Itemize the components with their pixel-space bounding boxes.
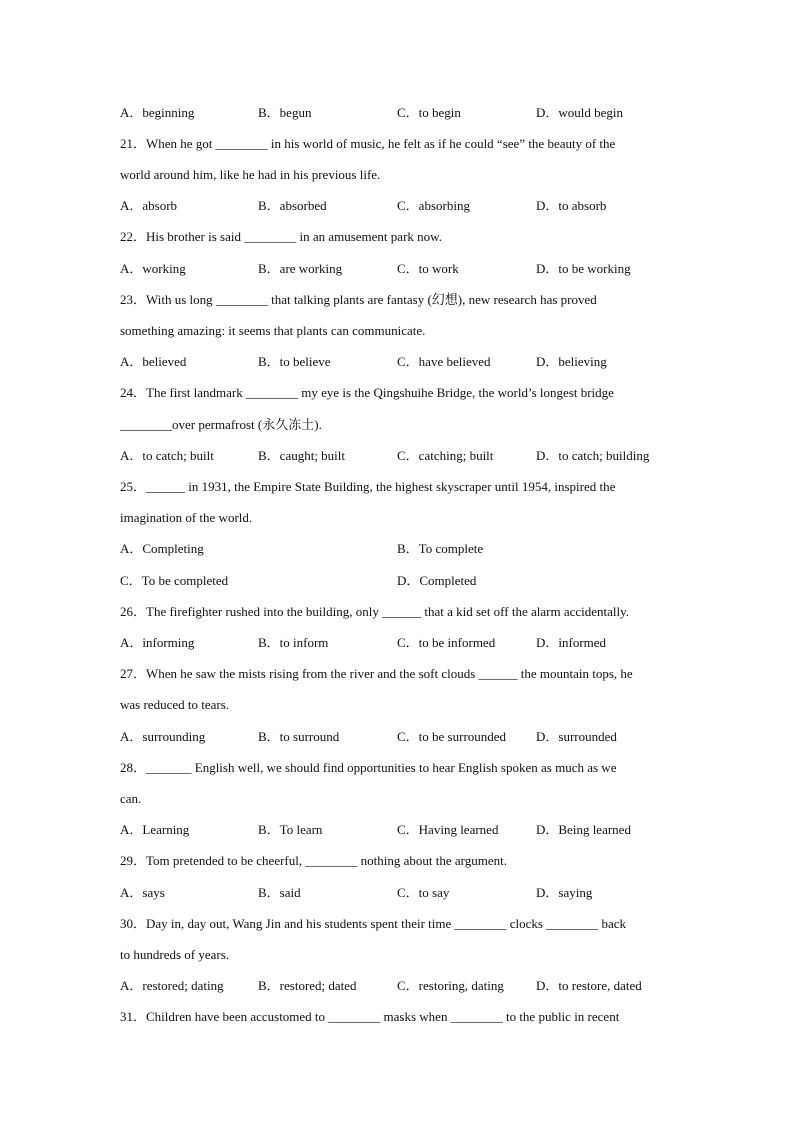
option-a: A．beginning (120, 105, 195, 120)
option-a: A．says (120, 885, 165, 900)
option-a: A．surrounding (120, 729, 206, 744)
option-a: A．absorb (120, 198, 178, 213)
option-b: B．to believe (258, 354, 331, 369)
option-c: C．to say (397, 885, 450, 900)
option-b: B．said (258, 885, 301, 900)
option-b: B．to surround (258, 729, 340, 744)
question-21-text-cont: world around him, like he had in his previous life. (120, 167, 381, 182)
option-d: D．saying (536, 885, 593, 900)
question-29-text: 29．Tom pretended to be cheerful, ________ nothing about the argument. (120, 853, 507, 868)
option-d: D．to catch; building (536, 448, 650, 463)
question-21-text: 21．When he got ________ in his world of music, he felt as if he could “see” the beauty of the (120, 136, 616, 151)
question-28-text: 28．_______ English well, we should find opportunities to hear English spoken as much as we (120, 760, 617, 775)
option-b: B．To learn (258, 822, 323, 837)
option-b: B．begun (258, 105, 312, 120)
option-c: C．to be informed (397, 635, 496, 650)
option-c: C．absorbing (397, 198, 470, 213)
option-d: D．to restore, dated (536, 978, 642, 993)
option-d: D．surrounded (536, 729, 617, 744)
option-c: C．Having learned (397, 822, 499, 837)
option-a: A．Learning (120, 822, 190, 837)
option-d: D．believing (536, 354, 607, 369)
question-25-text-cont: imagination of the world. (120, 510, 253, 525)
option-b: B．to inform (258, 635, 329, 650)
option-c: C．have believed (397, 354, 491, 369)
option-a: A．informing (120, 635, 195, 650)
option-d: D．Being learned (536, 822, 631, 837)
option-a: A．Completing (120, 541, 204, 556)
option-b: B．are working (258, 261, 343, 276)
option-c: C．to be surrounded (397, 729, 507, 744)
question-22-text: 22．His brother is said ________ in an amusement park now. (120, 229, 442, 244)
option-c: C．to begin (397, 105, 461, 120)
option-a: A．to catch; built (120, 448, 214, 463)
question-25-text: 25．______ in 1931, the Empire State Building, the highest skyscraper until 1954, inspired the (120, 479, 616, 494)
question-27-text-cont: was reduced to tears. (120, 697, 230, 712)
question-31-text: 31．Children have been accustomed to ________ masks when ________ to the public in recent (120, 1009, 620, 1024)
option-c: C．restoring, dating (397, 978, 504, 993)
option-c: C．To be completed (120, 573, 229, 588)
question-30-text-cont: to hundreds of years. (120, 947, 230, 962)
question-27-text: 27．When he saw the mists rising from the river and the soft clouds ______ the mountain tops, he (120, 666, 633, 681)
option-a: A．believed (120, 354, 187, 369)
option-d: D．informed (536, 635, 607, 650)
question-23-text: 23．With us long ________ that talking plants are fantasy (幻想), new research has proved (120, 292, 597, 307)
question-24-text: 24．The first landmark ________ my eye is the Qingshuihe Bridge, the world’s longest bridge (120, 385, 614, 400)
question-28-text-cont: can. (120, 791, 142, 806)
question-23-text-cont: something amazing: it seems that plants can communicate. (120, 323, 426, 338)
question-26-text: 26．The firefighter rushed into the building, only ______ that a kid set off the alarm accidentally. (120, 604, 630, 619)
option-d: D．Completed (397, 573, 477, 588)
option-a: A．working (120, 261, 186, 276)
option-b: B．restored; dated (258, 978, 357, 993)
option-d: D．would begin (536, 105, 624, 120)
option-b: B．To complete (397, 541, 484, 556)
option-c: C．catching; built (397, 448, 494, 463)
option-d: D．to be working (536, 261, 631, 276)
option-b: B．caught; built (258, 448, 346, 463)
option-a: A．restored; dating (120, 978, 224, 993)
question-30-text: 30．Day in, day out, Wang Jin and his students spent their time ________ clocks ________ back (120, 916, 627, 931)
question-24-text-cont: ________over permafrost (永久冻土). (120, 417, 322, 432)
option-b: B．absorbed (258, 198, 327, 213)
option-c: C．to work (397, 261, 459, 276)
option-d: D．to absorb (536, 198, 607, 213)
